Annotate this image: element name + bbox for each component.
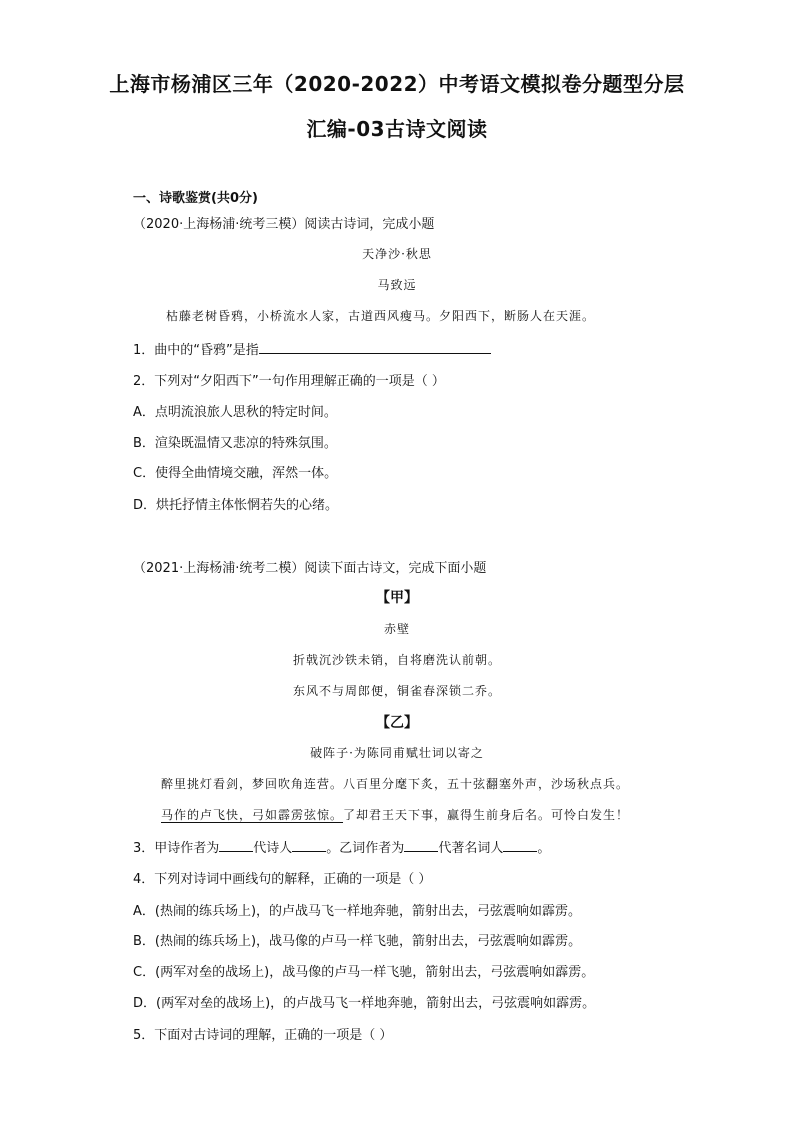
label-yi: 【乙】 (376, 715, 418, 731)
answer-blank (259, 340, 491, 354)
poem-jia-line2: 东风不与周郎便，铜雀春深锁二乔。 (292, 684, 501, 698)
doc-title-line2: 汇编-03古诗文阅读 (306, 117, 488, 141)
q3-part-e: 。 (537, 841, 551, 856)
poem1-author: 马致远 (377, 278, 417, 292)
question-3 (133, 837, 550, 856)
poem-yi-line2 (161, 806, 629, 823)
q3-part-d: 代著名词人 (438, 841, 504, 856)
section-heading: 一、诗歌鉴赏(共0分) (133, 191, 258, 206)
q2-option-b: B．渲染既温情又悲凉的特殊氛围。 (133, 436, 337, 451)
q4-option-d: D．(两军对垒的战场上)，的卢战马飞一样地奔驰，箭射出去，弓弦震响如霹雳。 (133, 996, 596, 1011)
question-1 (133, 339, 491, 358)
q4-option-c: C．(两军对垒的战场上)，战马像的卢马一样飞驰，箭射出去，弓弦震响如霹雳。 (133, 965, 595, 980)
part1-source: （2020·上海杨浦·统考三模）阅读古诗词，完成小题 (133, 217, 435, 232)
answer-blank (292, 838, 326, 852)
answer-blank (404, 838, 438, 852)
label-jia: 【甲】 (376, 590, 418, 606)
q4-option-b: B．(热闹的练兵场上)，战马像的卢马一样飞驰，箭射出去，弓弦震响如霹雳。 (133, 934, 582, 949)
poem-yi-title: 破阵子·为陈同甫赋壮词以寄之 (310, 746, 484, 760)
doc-title-line1: 上海市杨浦区三年（2020-2022）中考语文模拟卷分题型分层 (109, 72, 685, 96)
q3-part-b: 代诗人 (253, 841, 293, 856)
poem1-text: 枯藤老树昏鸦，小桥流水人家，古道西风瘦马。夕阳西下，断肠人在天涯。 (166, 309, 596, 323)
question-4: 4．下列对诗词中画线句的解释，正确的一项是（ ） (133, 872, 432, 887)
q4-option-a: A．(热闹的练兵场上)，的卢战马飞一样地奔驰，箭射出去，弓弦震响如霹雳。 (133, 904, 582, 919)
poem-yi-line1: 醉里挑灯看剑，梦回吹角连营。八百里分麾下炙，五十弦翻塞外声，沙场秋点兵。 (161, 777, 630, 791)
q3-part-a: 3．甲诗作者为 (133, 841, 220, 856)
question-1-text: 1．曲中的“昏鸦”是指 (133, 343, 259, 358)
question-2: 2．下列对“夕阳西下”一句作用理解正确的一项是（ ） (133, 374, 445, 389)
q2-option-c: C．使得全曲情境交融，浑然一体。 (133, 466, 338, 481)
poem-jia-title: 赤壁 (383, 622, 410, 636)
answer-blank (219, 838, 253, 852)
verse-rest: 了却君王天下事，赢得生前身后名。可怜白发生！ (343, 808, 630, 822)
answer-blank (503, 838, 537, 852)
poem-jia-line1: 折戟沉沙铁未销，自将磨洗认前朝。 (292, 653, 501, 667)
part2-source: （2021·上海杨浦·统考二模）阅读下面古诗文，完成下面小题 (133, 561, 487, 576)
question-5: 5．下面对古诗词的理解，正确的一项是（ ） (133, 1028, 393, 1043)
q3-part-c: 。乙词作者为 (326, 841, 405, 856)
q2-option-a: A．点明流浪旅人思秋的特定时间。 (133, 405, 337, 420)
underlined-verse: 马作的卢飞快，弓如霹雳弦惊。 (161, 808, 344, 822)
poem1-title: 天净沙·秋思 (362, 247, 432, 261)
q2-option-d: D．烘托抒情主体怅惘若失的心绪。 (133, 498, 339, 513)
